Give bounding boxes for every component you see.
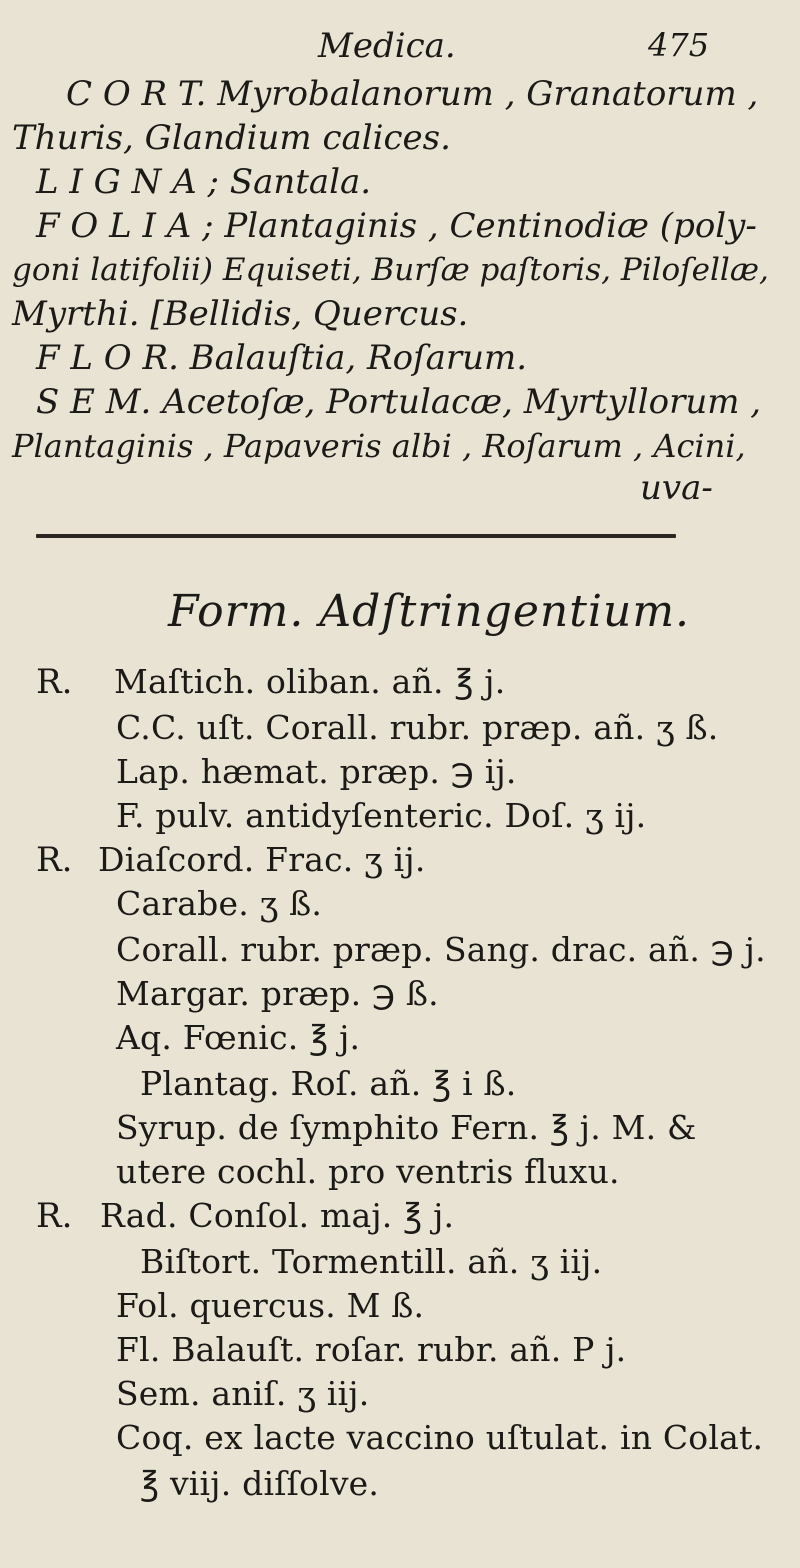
text-line: Plantaginis , Papaveris albi , Roſarum , Acini, [12,427,746,465]
text-line: F L O R. Balauſtia, Roſarum. [36,338,528,378]
text-line: C O R T. Myrobalanorum , Granatorum , [66,74,759,114]
recipe-line: Fl. Balauſt. roſar. rubr. añ. P j. [116,1330,627,1369]
recipe-line: Biſtort. Tormentill. añ. ʒ iij. [140,1242,603,1281]
text-line: F O L I A ; Plantaginis , Centinodiæ (poly- [36,206,757,246]
recipe-line: Maſtich. oliban. añ. ℥ j. [114,662,506,701]
recipe-mark: R. [36,840,73,880]
running-title: Medica. [318,26,456,66]
recipe-line: Fol. quercus. M ß. [116,1286,425,1325]
text-line: Thuris, Glandium calices. [12,118,451,158]
recipe-line: Corall. rubr. præp. Sang. drac. añ. ℈ j. [116,930,766,969]
section-title: Form. Adſtringentium. [168,586,691,637]
running-head [0,22,800,70]
recipe-line: Margar. præp. ℈ ß. [116,974,439,1013]
recipe-line: Lap. hæmat. præp. ℈ ij. [116,752,517,791]
recipe-mark: R. [36,1196,73,1236]
recipe-line: utere cochl. pro ventris fluxu. [116,1152,620,1191]
section-rule [36,534,676,538]
recipe-mark: R. [36,662,73,702]
text-line: L I G N A ; Santala. [36,162,372,202]
text-line: goni latifolii) Equiseti, Burſæ paſtoris, Piloſellæ, [12,252,769,288]
recipe-line: Coq. ex lacte vaccino uſtulat. in Colat. [116,1418,764,1457]
catchword: uva- [640,468,713,508]
recipe-line: F. pulv. antidyſenteric. Doſ. ʒ ij. [116,796,647,835]
recipe-line: Plantag. Roſ. añ. ℥ i ß. [140,1064,517,1103]
recipe-line: Diaſcord. Frac. ʒ ij. [98,840,426,879]
recipe-line: Aq. Fœnic. ℥ j. [116,1018,361,1057]
page-number: 475 [648,26,710,64]
text-line: Myrthi. [Bellidis, Quercus. [12,294,469,334]
recipe-line: Rad. Conſol. maj. ℥ j. [100,1196,455,1235]
recipe-line: ℥ viij. diſſolve. [140,1464,380,1503]
text-line: S E M. Acetoſæ, Portulacæ, Myrtyllorum , [36,382,762,422]
recipe-line: C.C. uſt. Corall. rubr. præp. añ. ʒ ß. [116,708,719,747]
recipe-line: Sem. aniſ. ʒ iij. [116,1374,370,1413]
recipe-line: Carabe. ʒ ß. [116,884,323,923]
recipe-line: Syrup. de ſymphito Fern. ℥ j. M. & [116,1108,697,1147]
